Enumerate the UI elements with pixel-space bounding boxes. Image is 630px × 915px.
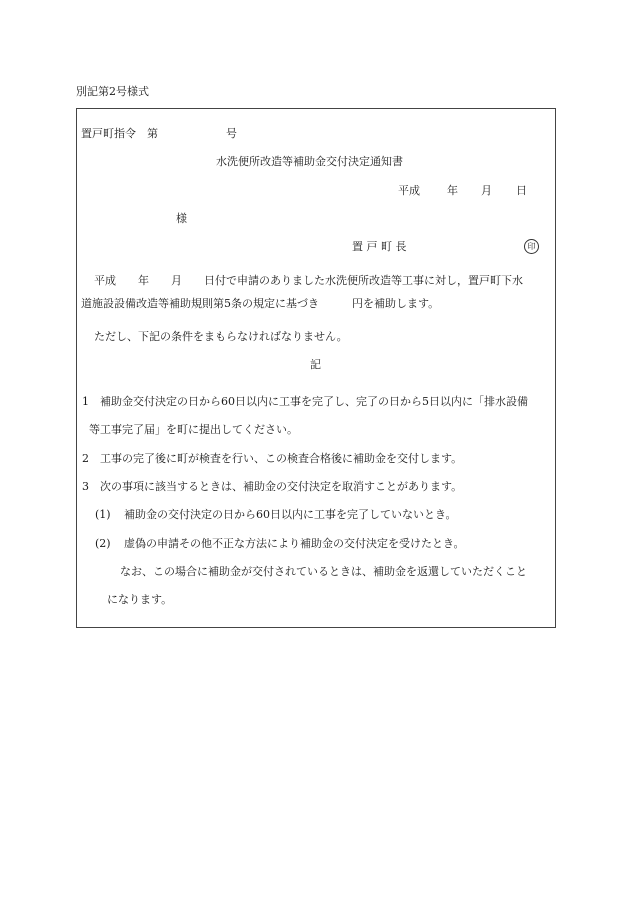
date-day: 日	[516, 184, 527, 197]
date-year: 年	[447, 184, 458, 197]
note-line-1: なお、この場合に補助金が交付されているときは、補助金を返還していただくこと	[120, 565, 527, 578]
condition-3-number: 3	[82, 480, 89, 493]
body-line-2: 道施設設備改造等補助規則第5条の規定に基づき 円を補助します。	[81, 297, 440, 310]
subcondition-1-text: 補助金の交付決定の日から60日以内に工事を完了していないとき。	[124, 508, 457, 521]
date-era: 平成	[398, 184, 420, 197]
addressee-suffix: 様	[176, 212, 187, 225]
date-month: 月	[481, 184, 492, 197]
body-line-1: 平成 年 月 日付で申請のありました水洗便所改造等工事に対し，置戸町下水	[94, 274, 523, 287]
number-prefix: 置戸町指令 第	[81, 127, 158, 140]
form-label: 別記第2号様式	[76, 85, 149, 98]
condition-2-number: 2	[82, 452, 89, 465]
subcondition-1-number: (1)	[95, 508, 111, 521]
subcondition-2-text: 虚偽の申請その他不正な方法により補助金の交付決定を受けたとき。	[124, 537, 465, 550]
note-line-2: になります。	[107, 593, 173, 606]
subcondition-2-number: (2)	[95, 537, 111, 550]
ki-heading: 記	[310, 358, 321, 371]
seal-mark: 印	[524, 239, 539, 254]
condition-1-line-1: 補助金交付決定の日から60日以内に工事を完了し、完了の日から5日以内に「排水設備	[100, 395, 528, 408]
issuer-title: 置 戸 町 長	[352, 240, 407, 253]
number-suffix: 号	[226, 127, 237, 140]
condition-1-line-2: 等工事完了届」を町に提出してください。	[89, 423, 298, 436]
condition-1-number: 1	[82, 395, 89, 408]
condition-3-text: 次の事項に該当するときは、補助金の交付決定を取消すことがあります。	[100, 480, 463, 493]
body-proviso: ただし、下記の条件をまもらなければなりません。	[94, 330, 348, 343]
document-title: 水洗便所改造等補助金交付決定通知書	[216, 155, 403, 168]
condition-2-text: 工事の完了後に町が検査を行い、この検査合格後に補助金を交付します。	[100, 452, 463, 465]
